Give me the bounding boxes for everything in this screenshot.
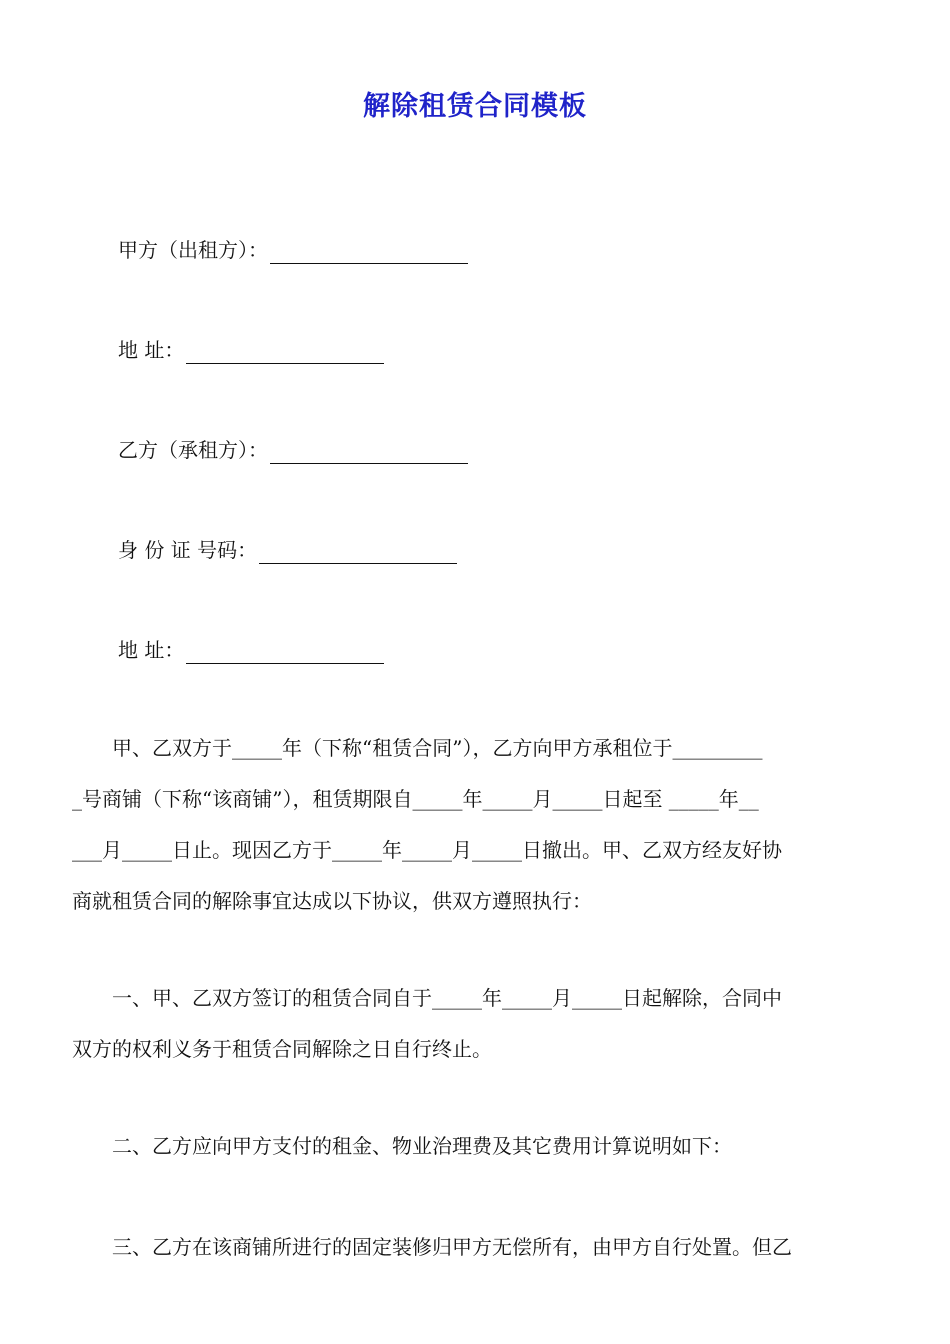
- clause-2-paragraph: 二、乙方应向甲方支付的租金、物业治理费及其它费用计算说明如下：: [72, 1134, 732, 1158]
- lessor-field: [118, 236, 468, 264]
- id-number-blank: [259, 541, 457, 564]
- intro-line: 甲、乙双方于_____年（下称“租赁合同”），乙方向甲方承租位于_________: [72, 736, 763, 760]
- lessor-label: 甲方（出租方）：: [118, 238, 268, 262]
- lessee-address-label: 地 址：: [118, 638, 185, 662]
- lessee-address-field: [118, 636, 384, 664]
- lessor-address-field: [118, 336, 384, 364]
- lessee-address-blank: [186, 641, 384, 664]
- intro-line: ___月_____日止。现因乙方于_____年_____月_____日撤出。甲、乙双方经友好协: [72, 838, 782, 862]
- id-number-label: 身 份 证 号码：: [118, 538, 258, 562]
- lessee-blank: [270, 441, 468, 464]
- clause-1-paragraph: [72, 973, 880, 1075]
- document-title: 解除租赁合同模板: [363, 91, 587, 122]
- lessor-address-label: 地 址：: [118, 338, 185, 362]
- intro-paragraph: [72, 723, 880, 927]
- lessee-field: [118, 436, 468, 464]
- lessor-address-blank: [186, 341, 384, 364]
- id-number-field: [118, 536, 457, 564]
- lessor-blank: [270, 241, 468, 264]
- lessee-label: 乙方（承租方）：: [118, 438, 268, 462]
- clause-1-line: 一、甲、乙双方签订的租赁合同自于_____年_____月_____日起解除，合同中: [72, 986, 782, 1010]
- intro-line: _号商铺（下称“该商铺”），租赁期限自_____年_____月_____日起至 _____年__: [72, 787, 759, 811]
- clause-3-paragraph: 三、乙方在该商铺所进行的固定装修归甲方无偿所有，由甲方自行处置。但乙: [72, 1235, 792, 1259]
- intro-line: 商就租赁合同的解除事宜达成以下协议，供双方遵照执行：: [72, 889, 592, 913]
- clause-1-line: 双方的权利义务于租赁合同解除之日自行终止。: [72, 1037, 492, 1061]
